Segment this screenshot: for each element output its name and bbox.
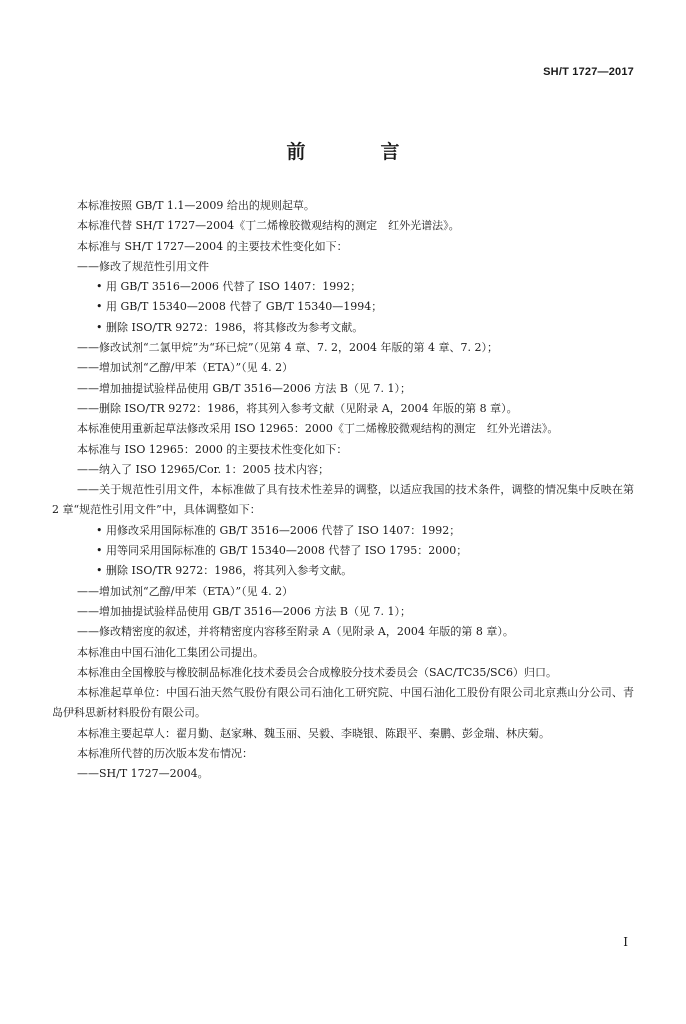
dash-item-wrapped: ——关于规范性引用文件，本标准做了具有技术性差异的调整，以适应我国的技术条件，调整的情况集中反映在第 2 章“规范性引用文件”中，具体调整如下：	[52, 483, 634, 517]
page-number: I	[623, 935, 628, 949]
paragraph: 本标准由中国石油化工集团公司提出。	[77, 645, 264, 659]
page-title: 前 言	[286, 141, 428, 163]
dash-item: ——修改精密度的叙述，并将精密度内容移至附录 A（见附录 A，2004 年版的第 8 章）。	[77, 625, 514, 639]
foreword-body	[52, 196, 634, 785]
paragraph: 本标准与 SH/T 1727—2004 的主要技术性变化如下：	[77, 239, 348, 253]
paragraph: 本标准使用重新起草法修改采用 ISO 12965：2000《丁二烯橡胶微观结构的测定 红外光谱法》。	[77, 422, 559, 436]
dash-item: ——SH/T 1727—2004。	[77, 767, 209, 781]
paragraph: 本标准按照 GB/T 1.1—2009 给出的规则起草。	[77, 199, 315, 212]
bullet-item: • 删除 ISO/TR 9272：1986，将其列入参考文献。	[96, 564, 353, 578]
bullet-item: • 用 GB/T 3516—2006 代替了 ISO 1407：1992；	[96, 280, 362, 294]
standard-number: SH/T 1727—2017	[543, 66, 634, 78]
bullet-item: • 用等同采用国际标准的 GB/T 15340—2008 代替了 ISO 1795：2000；	[96, 544, 468, 558]
dash-item: ——修改试剂“二氯甲烷”为“环已烷”（见第 4 章、7. 2，2004 年版的第 4 章、7. 2）；	[77, 341, 498, 355]
dash-item: ——增加抽提试验样品使用 GB/T 3516—2006 方法 B（见 7. 1）；	[77, 381, 411, 395]
bullet-item: • 用修改采用国际标准的 GB/T 3516—2006 代替了 ISO 1407：1992；	[96, 523, 461, 537]
dash-item: ——增加抽提试验样品使用 GB/T 3516—2006 方法 B（见 7. 1）；	[77, 604, 411, 618]
paragraph: 本标准代替 SH/T 1727—2004《丁二烯橡胶微观结构的测定 红外光谱法》。	[77, 219, 460, 233]
dash-item: ——增加试剂“乙醇/甲苯（ETA）”（见 4. 2）	[77, 361, 294, 375]
paragraph: 本标准所代替的历次版本发布情况：	[77, 747, 253, 761]
dash-item: ——删除 ISO/TR 9272：1986，将其列入参考文献（见附录 A，2004 年版的第 8 章）。	[77, 401, 518, 415]
paragraph: 本标准由全国橡胶与橡胶制品标准化技术委员会合成橡胶分技术委员会（SAC/TC35/SC6）归口。	[77, 665, 558, 679]
dash-item: ——修改了规范性引用文件	[77, 259, 209, 273]
bullet-item: • 用 GB/T 15340—2008 代替了 GB/T 15340—1994；	[96, 300, 383, 314]
paragraph: 本标准主要起草人：翟月勤、赵家琳、魏玉丽、吴毅、李晓银、陈跟平、秦鹏、彭金瑞、林庆菊。	[77, 726, 550, 740]
dash-item: ——增加试剂“乙醇/甲苯（ETA）”（见 4. 2）	[77, 584, 294, 598]
paragraph-wrapped: 本标准起草单位：中国石油天然气股份有限公司石油化工研究院、中国石油化工股份有限公司北京燕山分公司、青岛伊科思新材料股份有限公司。	[52, 686, 634, 720]
dash-item: ——纳入了 ISO 12965/Cor. 1：2005 技术内容；	[77, 462, 330, 476]
paragraph: 本标准与 ISO 12965：2000 的主要技术性变化如下：	[77, 442, 348, 456]
bullet-item: • 删除 ISO/TR 9272：1986，将其修改为参考文献。	[96, 320, 364, 334]
